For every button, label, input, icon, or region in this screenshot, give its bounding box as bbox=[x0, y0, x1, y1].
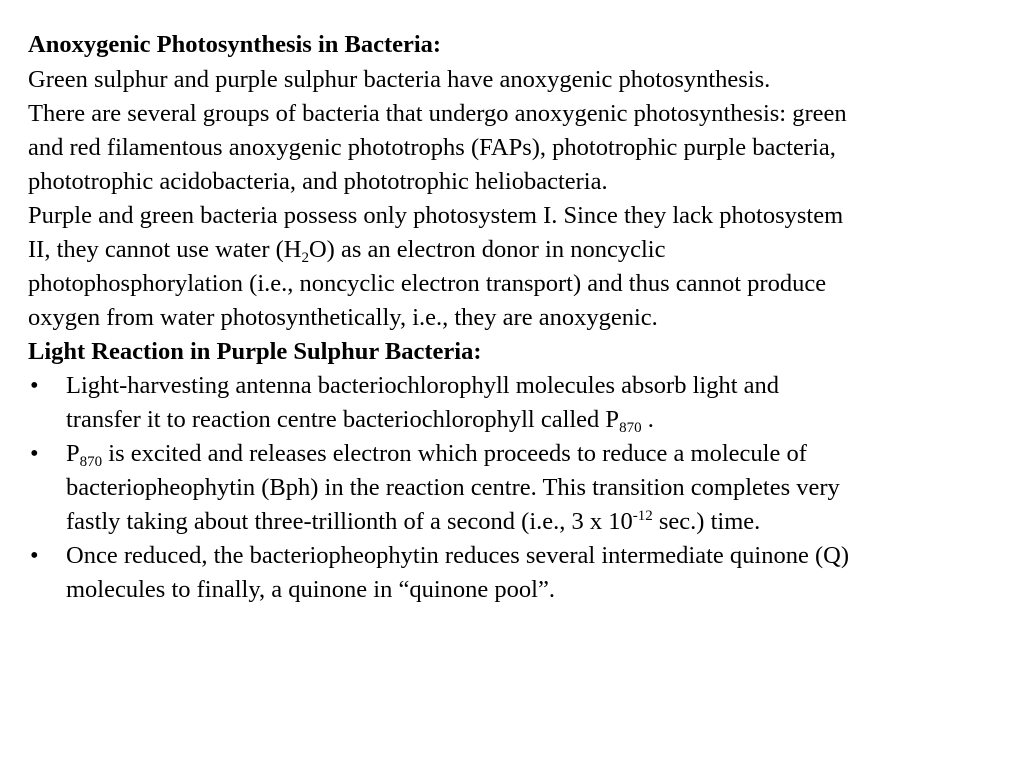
section-heading-light-reaction: Light Reaction in Purple Sulphur Bacteria: bbox=[28, 338, 482, 365]
bullet-2-line-3-end: sec.) time. bbox=[652, 508, 761, 535]
slide-content bbox=[28, 28, 988, 607]
bullet-1-line-2 bbox=[66, 403, 988, 437]
photosystem-line-4: oxygen from water photosynthetically, i.e., they are anoxygenic. bbox=[28, 304, 658, 331]
page-title: Anoxygenic Photosynthesis in Bacteria: bbox=[28, 31, 442, 58]
intro-paragraph bbox=[28, 63, 988, 97]
photosystem-paragraph bbox=[28, 199, 988, 335]
light-reaction-bullet-list bbox=[28, 369, 988, 607]
bullet-item-p870-excitation bbox=[28, 437, 988, 539]
bullet-2-line-1-start: P bbox=[66, 440, 80, 467]
water-subscript: 2 bbox=[301, 250, 309, 266]
p870-subscript: 870 bbox=[619, 420, 642, 436]
photosystem-line-3: photophosphorylation (i.e., noncyclic electron transport) and thus cannot produce bbox=[28, 270, 827, 297]
photosystem-line-2-end: O) as an electron donor in noncyclic bbox=[308, 236, 666, 263]
bullet-icon: • bbox=[30, 542, 39, 569]
bullet-2-line-1-end: is excited and releases electron which proceeds to reduce a molecule of bbox=[102, 440, 807, 467]
bullet-item-quinone bbox=[28, 539, 988, 607]
bullet-1-line-2-end: . bbox=[641, 406, 654, 433]
bullet-item-antenna bbox=[28, 369, 988, 437]
photosystem-line-1: Purple and green bacteria possess only photosystem I. Since they lack photosystem bbox=[28, 202, 844, 229]
photosystem-line-2 bbox=[28, 233, 988, 267]
bullet-1-line-2-start: transfer it to reaction centre bacteriochlorophyll called P bbox=[66, 406, 620, 433]
bullet-3-line-1: Once reduced, the bacteriopheophytin reduces several intermediate quinone (Q) bbox=[66, 542, 849, 569]
groups-line-1: There are several groups of bacteria that undergo anoxygenic photosynthesis: green bbox=[28, 100, 847, 127]
bullet-2-line-3 bbox=[66, 505, 988, 539]
exponent-superscript: -12 bbox=[632, 508, 653, 524]
groups-line-2: and red filamentous anoxygenic phototrophs (FAPs), phototrophic purple bacteria, bbox=[28, 134, 836, 161]
bullet-icon: • bbox=[30, 372, 39, 399]
bullet-1-line-1: Light-harvesting antenna bacteriochlorophyll molecules absorb light and bbox=[66, 372, 780, 399]
intro-line: Green sulphur and purple sulphur bacteria have anoxygenic photosynthesis. bbox=[28, 66, 771, 93]
groups-line-3: phototrophic acidobacteria, and phototrophic heliobacteria. bbox=[28, 168, 608, 195]
bullet-icon: • bbox=[30, 440, 39, 467]
bullet-2-line-3-start: fastly taking about three-trillionth of a second (i.e., 3 x 10 bbox=[66, 508, 633, 535]
bacteria-groups-paragraph bbox=[28, 97, 988, 199]
bullet-2-line-2: bacteriopheophytin (Bph) in the reaction centre. This transition completes very bbox=[66, 474, 840, 501]
photosystem-line-2-start: II, they cannot use water (H bbox=[28, 236, 302, 263]
bullet-3-line-2: molecules to finally, a quinone in “quinone pool”. bbox=[66, 576, 555, 603]
p870-subscript: 870 bbox=[79, 454, 103, 470]
bullet-2-line-1 bbox=[66, 437, 988, 471]
